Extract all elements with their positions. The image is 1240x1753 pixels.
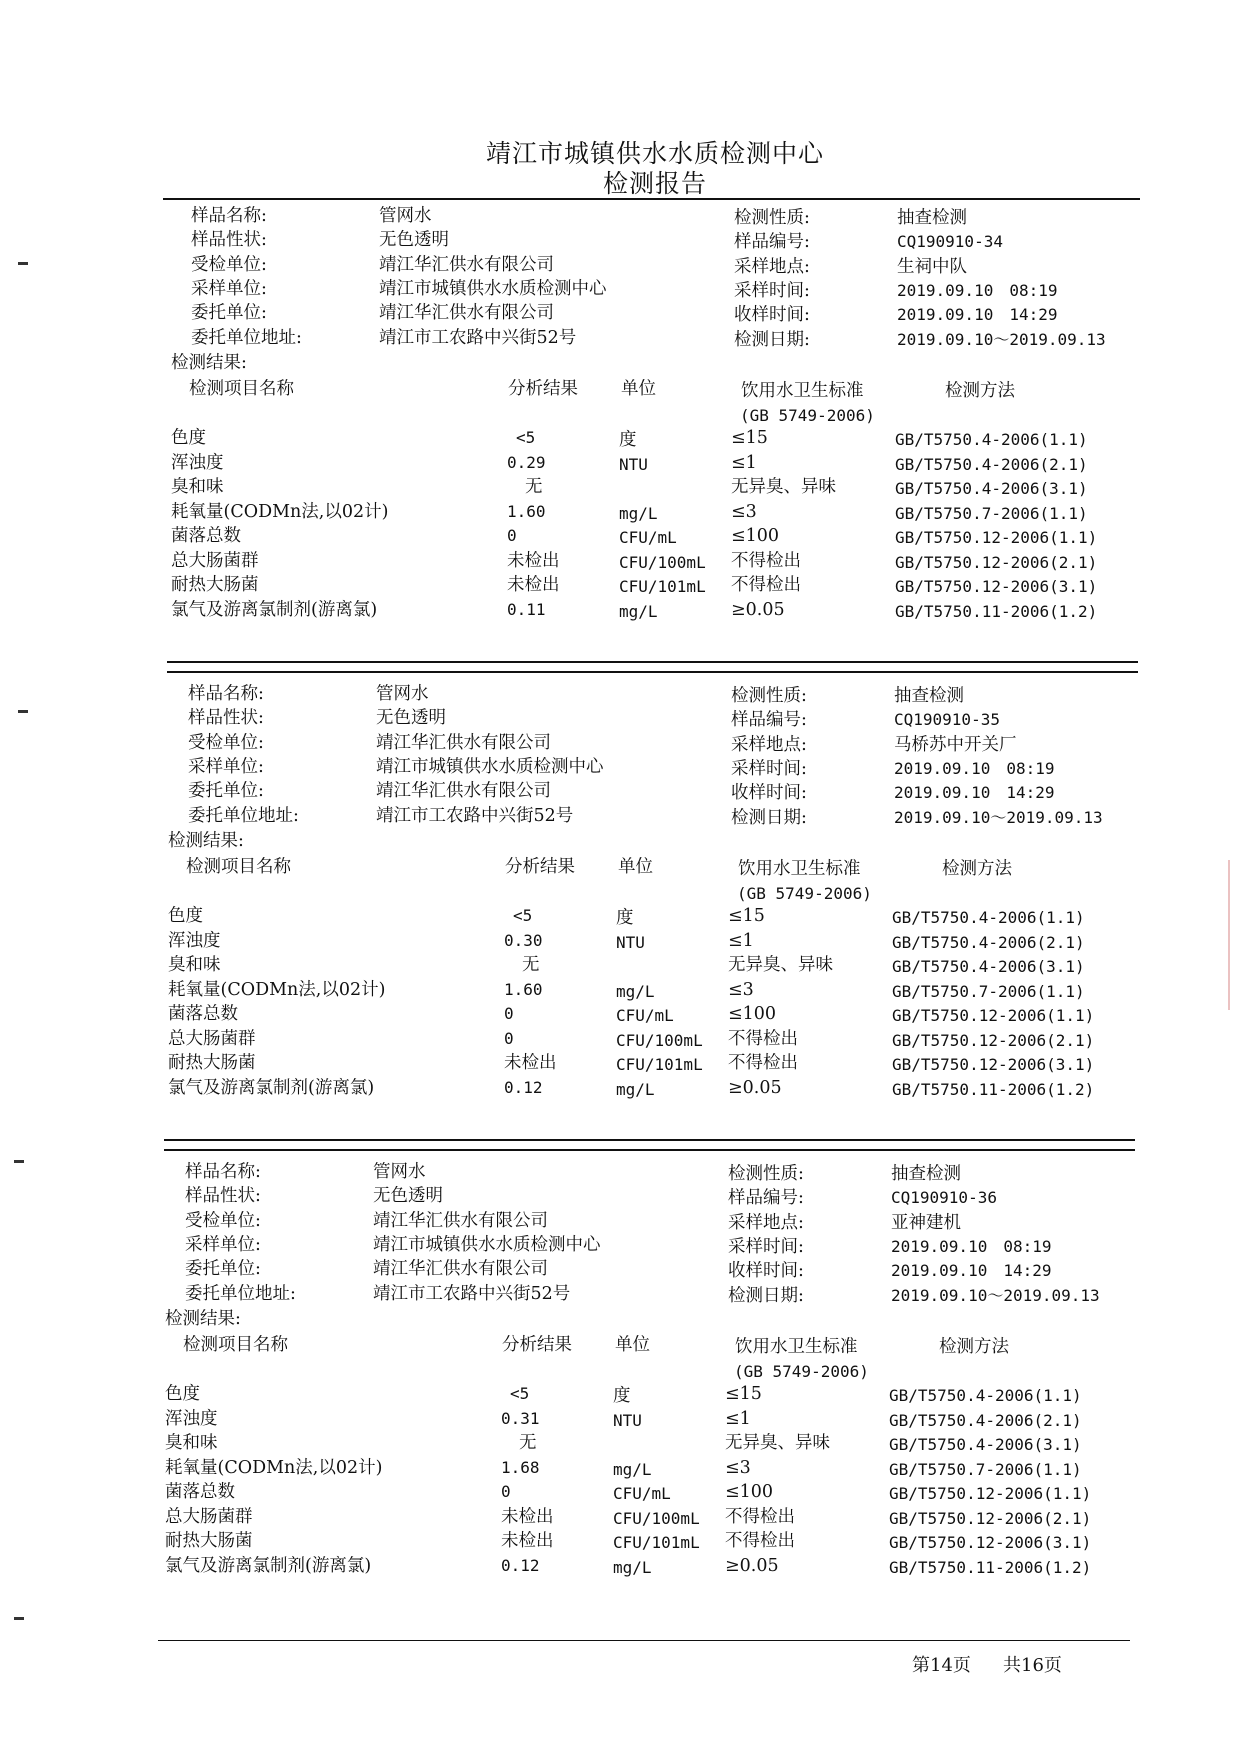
cell-method: GB/T5750.7-2006(1.1)	[892, 981, 1085, 1001]
field-label: 采样时间:	[728, 1236, 804, 1257]
field-value-sample-no: CQ190910-34	[897, 232, 1003, 252]
footer-rule	[158, 1640, 1130, 1641]
cell-item: 菌落总数	[171, 526, 241, 546]
section-divider	[164, 1149, 1135, 1151]
column-header-result: 分析结果	[508, 379, 578, 399]
field-value-receiving-time: 2019.09.10 14:29	[891, 1261, 1052, 1281]
report-section	[0, 1161, 1234, 1591]
section-divider	[164, 1139, 1135, 1141]
cell-standard: 不得检出	[731, 575, 801, 595]
field-value-receiving-time: 2019.09.10 14:29	[897, 305, 1058, 325]
column-header-unit: 单位	[618, 857, 653, 877]
cell-standard: ≥0.05	[725, 1555, 779, 1576]
field-value-client-unit: 靖江华汇供水有限公司	[379, 303, 554, 324]
cell-method: GB/T5750.12-2006(1.1)	[889, 1484, 1092, 1503]
column-header-method: 检测方法	[939, 1337, 1009, 1357]
cell-method: GB/T5750.11-2006(1.2)	[895, 601, 1098, 621]
cell-result: 未检出	[501, 1506, 554, 1527]
cell-method: GB/T5750.12-2006(1.1)	[895, 528, 1098, 547]
field-label: 检测日期:	[734, 329, 810, 350]
field-value-sampling-site: 亚神建机	[891, 1212, 961, 1233]
field-label: 样品编号:	[731, 710, 807, 731]
field-value-sampling-unit: 靖江市城镇供水水质检测中心	[373, 1234, 601, 1255]
page-number: 第14页	[912, 1655, 971, 1676]
column-header-standard-ref: (GB 5749-2006)	[734, 1362, 869, 1381]
cell-method: GB/T5750.4-2006(2.1)	[895, 454, 1088, 474]
field-label: 采样时间:	[734, 280, 810, 301]
cell-standard: 不得检出	[728, 1053, 798, 1073]
cell-method: GB/T5750.4-2006(3.1)	[892, 957, 1085, 976]
cell-item: 耐热大肠菌	[168, 1053, 256, 1073]
cell-result: 0	[507, 526, 517, 545]
column-header-result: 分析结果	[505, 857, 575, 877]
cell-standard: ≤15	[725, 1384, 762, 1404]
results-label: 检测结果:	[171, 353, 247, 373]
column-header-item: 检测项目名称	[186, 857, 291, 877]
cell-standard: 无异臭、异味	[728, 955, 833, 975]
cell-unit: 度	[619, 430, 637, 450]
cell-item: 色度	[165, 1384, 200, 1404]
cell-result: 0.30	[504, 930, 543, 950]
field-label: 委托单位:	[191, 303, 267, 324]
field-label: 样品性状:	[191, 230, 267, 251]
field-value-inspected-unit: 靖江华汇供水有限公司	[376, 732, 551, 753]
field-label: 采样时间:	[731, 758, 807, 779]
cell-unit: CFU/mL	[613, 1484, 671, 1503]
header-rule	[163, 198, 1140, 200]
cell-method: GB/T5750.7-2006(1.1)	[895, 503, 1088, 523]
column-header-item: 检测项目名称	[183, 1335, 288, 1355]
field-label: 采样单位:	[188, 756, 264, 777]
cell-result: 0.11	[507, 599, 546, 619]
field-value-inspected-unit: 靖江华汇供水有限公司	[373, 1210, 548, 1231]
field-label: 样品名称:	[185, 1162, 261, 1182]
cell-item: 耐热大肠菌	[171, 575, 259, 595]
cell-standard: ≤3	[731, 501, 757, 522]
scan-mark	[14, 1617, 24, 1620]
cell-unit: mg/L	[613, 1557, 652, 1577]
cell-unit: CFU/101mL	[613, 1533, 700, 1552]
cell-method: GB/T5750.11-2006(1.2)	[889, 1557, 1092, 1577]
cell-result: 未检出	[507, 575, 560, 595]
field-value-inspected-unit: 靖江华汇供水有限公司	[379, 254, 554, 275]
field-value-sampling-time: 2019.09.10 08:19	[894, 758, 1055, 778]
cell-result: 0	[501, 1482, 511, 1501]
field-label: 检测性质:	[728, 1164, 804, 1184]
field-value-sample-state: 无色透明	[373, 1186, 443, 1207]
cell-standard: 无异臭、异味	[725, 1433, 830, 1453]
cell-item: 耐热大肠菌	[165, 1531, 253, 1551]
page-total: 共16页	[1003, 1655, 1062, 1676]
cell-unit: mg/L	[616, 1079, 655, 1099]
cell-unit: mg/L	[613, 1459, 652, 1479]
cell-unit: NTU	[619, 454, 648, 474]
cell-result: <5	[516, 428, 536, 447]
column-header-standard: 饮用水卫生标准	[741, 381, 864, 401]
field-value-client-address: 靖江市工农路中兴街52号	[373, 1283, 571, 1304]
cell-unit: 度	[616, 908, 634, 928]
cell-unit: CFU/100mL	[619, 552, 706, 572]
field-label: 样品编号:	[728, 1188, 804, 1209]
cell-unit: CFU/mL	[616, 1006, 674, 1025]
cell-standard: ≤3	[728, 979, 754, 1000]
cell-unit: CFU/100mL	[613, 1508, 700, 1528]
cell-result: 1.60	[507, 501, 546, 521]
cell-method: GB/T5750.4-2006(2.1)	[892, 932, 1085, 952]
cell-unit: CFU/101mL	[616, 1055, 703, 1074]
cell-item: 氯气及游离氯制剂(游离氯)	[171, 599, 378, 620]
field-label: 受检单位:	[188, 732, 264, 753]
field-label: 采样地点:	[734, 256, 810, 277]
cell-result: 无	[525, 477, 543, 497]
cell-standard: ≤100	[725, 1482, 774, 1502]
column-header-standard-ref: (GB 5749-2006)	[737, 884, 872, 903]
cell-item: 总大肠菌群	[171, 550, 259, 571]
field-value-client-unit: 靖江华汇供水有限公司	[373, 1259, 548, 1280]
cell-standard: ≤100	[731, 526, 780, 546]
field-label: 样品性状:	[185, 1186, 261, 1207]
cell-result: 1.60	[504, 979, 543, 999]
cell-item: 总大肠菌群	[168, 1028, 256, 1049]
column-header-method: 检测方法	[942, 859, 1012, 879]
cell-item: 臭和味	[165, 1433, 218, 1453]
field-value-sampling-time: 2019.09.10 08:19	[891, 1236, 1052, 1256]
cell-item: 氯气及游离氯制剂(游离氯)	[165, 1555, 372, 1576]
cell-unit: mg/L	[616, 981, 655, 1001]
field-value-sampling-unit: 靖江市城镇供水水质检测中心	[376, 756, 604, 777]
field-value-sampling-unit: 靖江市城镇供水水质检测中心	[379, 278, 607, 299]
cell-result: 0.12	[504, 1077, 543, 1097]
column-header-result: 分析结果	[502, 1335, 572, 1355]
cell-result: 无	[522, 955, 540, 975]
field-value-sample-name: 管网水	[373, 1162, 426, 1182]
cell-item: 氯气及游离氯制剂(游离氯)	[168, 1077, 375, 1098]
cell-item: 耗氧量(CODMn法,以02计)	[165, 1457, 383, 1478]
field-value-test-date: 2019.09.10～2019.09.13	[891, 1285, 1100, 1305]
column-header-unit: 单位	[621, 379, 656, 399]
field-value-receiving-time: 2019.09.10 14:29	[894, 783, 1055, 803]
cell-result: <5	[513, 906, 533, 925]
cell-method: GB/T5750.4-2006(2.1)	[889, 1410, 1082, 1430]
cell-unit: CFU/mL	[619, 528, 677, 547]
cell-method: GB/T5750.4-2006(1.1)	[895, 430, 1088, 449]
report-section	[0, 683, 1237, 1113]
column-header-item: 检测项目名称	[189, 379, 294, 399]
column-header-method: 检测方法	[945, 381, 1015, 401]
cell-standard: ≥0.05	[728, 1077, 782, 1098]
cell-result: 0.12	[501, 1555, 540, 1575]
field-value-sampling-time: 2019.09.10 08:19	[897, 280, 1058, 300]
field-label: 检测性质:	[734, 208, 810, 228]
results-label: 检测结果:	[168, 831, 244, 851]
cell-method: GB/T5750.4-2006(3.1)	[895, 479, 1088, 498]
cell-item: 耗氧量(CODMn法,以02计)	[171, 501, 389, 522]
field-value-test-nature: 抽查检测	[891, 1164, 961, 1184]
cell-unit: mg/L	[619, 503, 658, 523]
cell-item: 总大肠菌群	[165, 1506, 253, 1527]
column-header-standard-ref: (GB 5749-2006)	[740, 406, 875, 425]
cell-item: 臭和味	[168, 955, 221, 975]
cell-result: <5	[510, 1384, 530, 1403]
cell-item: 菌落总数	[168, 1004, 238, 1024]
scan-mark	[18, 710, 28, 713]
cell-item: 菌落总数	[165, 1482, 235, 1502]
field-label: 样品名称:	[191, 206, 267, 226]
section-divider	[167, 671, 1138, 673]
field-value-test-nature: 抽查检测	[894, 686, 964, 706]
field-label: 采样地点:	[731, 734, 807, 755]
cell-method: GB/T5750.12-2006(2.1)	[889, 1508, 1092, 1528]
field-label: 收样时间:	[731, 783, 807, 804]
column-header-standard: 饮用水卫生标准	[735, 1337, 858, 1357]
cell-method: GB/T5750.4-2006(3.1)	[889, 1435, 1082, 1454]
cell-standard: 不得检出	[725, 1531, 795, 1551]
field-label: 委托单位:	[185, 1259, 261, 1280]
cell-item: 耗氧量(CODMn法,以02计)	[168, 979, 386, 1000]
cell-standard: 不得检出	[731, 550, 801, 571]
field-label: 受检单位:	[191, 254, 267, 275]
cell-result: 未检出	[507, 550, 560, 571]
field-value-sampling-site: 生祠中队	[897, 256, 967, 277]
field-label: 样品名称:	[188, 684, 264, 704]
cell-result: 未检出	[501, 1531, 554, 1551]
field-value-sample-name: 管网水	[376, 684, 429, 704]
cell-unit: NTU	[613, 1410, 642, 1430]
field-label: 采样地点:	[728, 1212, 804, 1233]
cell-result: 1.68	[501, 1457, 540, 1477]
field-label: 检测日期:	[731, 807, 807, 828]
field-value-sample-no: CQ190910-35	[894, 710, 1000, 730]
scan-mark	[18, 262, 28, 265]
field-value-sample-no: CQ190910-36	[891, 1188, 997, 1208]
cell-result: 无	[519, 1433, 537, 1453]
field-label: 委托单位地址:	[191, 327, 302, 348]
cell-result: 0	[504, 1004, 514, 1023]
results-label: 检测结果:	[165, 1309, 241, 1329]
cell-result: 未检出	[504, 1053, 557, 1073]
stamp-edge	[1228, 860, 1240, 1010]
field-label: 采样单位:	[185, 1234, 261, 1255]
cell-method: GB/T5750.7-2006(1.1)	[889, 1459, 1082, 1479]
cell-unit: 度	[613, 1386, 631, 1406]
cell-item: 浑浊度	[171, 452, 224, 473]
field-value-test-date: 2019.09.10～2019.09.13	[897, 329, 1106, 349]
field-value-client-address: 靖江市工农路中兴街52号	[379, 327, 577, 348]
field-value-sample-state: 无色透明	[379, 230, 449, 251]
section-divider	[167, 661, 1138, 663]
cell-method: GB/T5750.4-2006(1.1)	[889, 1386, 1082, 1405]
field-label: 受检单位:	[185, 1210, 261, 1231]
field-value-test-nature: 抽查检测	[897, 208, 967, 228]
cell-result: 0.31	[501, 1408, 540, 1428]
field-label: 检测性质:	[731, 686, 807, 706]
cell-method: GB/T5750.11-2006(1.2)	[892, 1079, 1095, 1099]
cell-method: GB/T5750.12-2006(3.1)	[892, 1055, 1095, 1074]
cell-method: GB/T5750.12-2006(3.1)	[889, 1533, 1092, 1552]
field-label: 委托单位地址:	[185, 1283, 296, 1304]
cell-method: GB/T5750.4-2006(1.1)	[892, 908, 1085, 927]
field-label: 收样时间:	[734, 305, 810, 326]
cell-standard: 不得检出	[728, 1028, 798, 1049]
cell-result: 0	[504, 1028, 514, 1048]
cell-method: GB/T5750.12-2006(1.1)	[892, 1006, 1095, 1025]
cell-unit: NTU	[616, 932, 645, 952]
cell-item: 浑浊度	[165, 1408, 218, 1429]
field-label: 采样单位:	[191, 278, 267, 299]
field-label: 检测日期:	[728, 1285, 804, 1306]
cell-item: 臭和味	[171, 477, 224, 497]
field-value-sample-name: 管网水	[379, 206, 432, 226]
cell-standard: ≤15	[731, 428, 768, 448]
field-value-client-unit: 靖江华汇供水有限公司	[376, 781, 551, 802]
cell-standard: ≤1	[731, 452, 757, 473]
field-label: 委托单位地址:	[188, 805, 299, 826]
doc-title: 检测报告	[602, 169, 707, 198]
field-value-client-address: 靖江市工农路中兴街52号	[376, 805, 574, 826]
column-header-unit: 单位	[615, 1335, 650, 1355]
cell-method: GB/T5750.12-2006(2.1)	[892, 1030, 1095, 1050]
cell-standard: ≤1	[728, 930, 754, 951]
scan-mark	[14, 1160, 24, 1163]
cell-standard: ≥0.05	[731, 599, 785, 620]
field-label: 委托单位:	[188, 781, 264, 802]
cell-standard: ≤3	[725, 1457, 751, 1478]
cell-standard: 不得检出	[725, 1506, 795, 1527]
column-header-standard: 饮用水卫生标准	[738, 859, 861, 879]
cell-unit: mg/L	[619, 601, 658, 621]
org-title: 靖江市城镇供水水质检测中心	[485, 139, 824, 168]
cell-item: 色度	[168, 906, 203, 926]
report-section	[0, 205, 1240, 635]
field-value-sample-state: 无色透明	[376, 708, 446, 729]
cell-item: 浑浊度	[168, 930, 221, 951]
cell-standard: ≤100	[728, 1004, 777, 1024]
cell-item: 色度	[171, 428, 206, 448]
cell-unit: CFU/100mL	[616, 1030, 703, 1050]
cell-unit: CFU/101mL	[619, 577, 706, 596]
cell-standard: ≤1	[725, 1408, 751, 1429]
field-label: 样品编号:	[734, 232, 810, 253]
field-label: 收样时间:	[728, 1261, 804, 1282]
field-label: 样品性状:	[188, 708, 264, 729]
cell-method: GB/T5750.12-2006(3.1)	[895, 577, 1098, 596]
cell-result: 0.29	[507, 452, 546, 472]
cell-standard: ≤15	[728, 906, 765, 926]
cell-standard: 无异臭、异味	[731, 477, 836, 497]
cell-method: GB/T5750.12-2006(2.1)	[895, 552, 1098, 572]
field-value-test-date: 2019.09.10～2019.09.13	[894, 807, 1103, 827]
field-value-sampling-site: 马桥苏中开关厂	[894, 734, 1017, 755]
